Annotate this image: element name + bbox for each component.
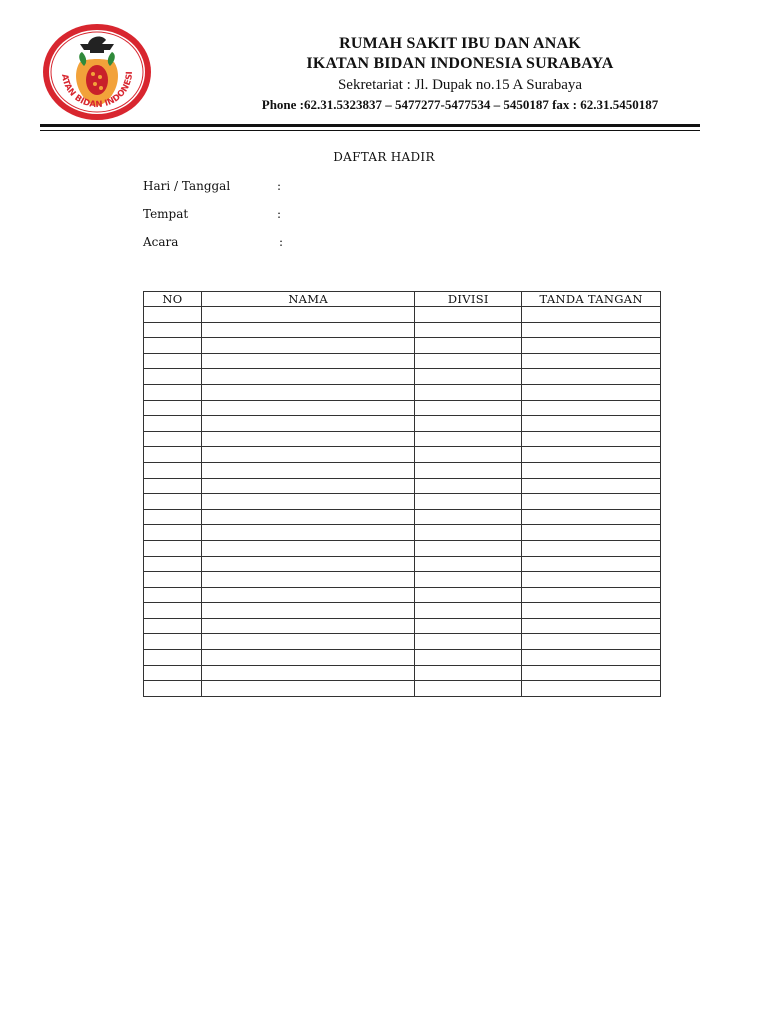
table-row xyxy=(144,572,661,588)
letterhead-divider-thick xyxy=(40,124,700,127)
cell-no[interactable] xyxy=(144,509,202,525)
cell-signature[interactable] xyxy=(522,322,661,338)
cell-no[interactable] xyxy=(144,540,202,556)
cell-no[interactable] xyxy=(144,400,202,416)
field-date-label: Hari / Tanggal xyxy=(143,179,231,193)
cell-division[interactable] xyxy=(415,540,522,556)
column-header-signature: TANDA TANGAN xyxy=(522,292,661,307)
cell-signature[interactable] xyxy=(522,525,661,541)
cell-name[interactable] xyxy=(201,509,415,525)
cell-division[interactable] xyxy=(415,416,522,432)
cell-division[interactable] xyxy=(415,353,522,369)
attendance-table xyxy=(143,291,661,697)
cell-no[interactable] xyxy=(144,665,202,681)
table-row xyxy=(144,416,661,432)
table-row xyxy=(144,478,661,494)
cell-signature[interactable] xyxy=(522,400,661,416)
table-row xyxy=(144,587,661,603)
cell-no[interactable] xyxy=(144,634,202,650)
cell-name[interactable] xyxy=(201,603,415,619)
cell-name[interactable] xyxy=(201,556,415,572)
cell-division[interactable] xyxy=(415,384,522,400)
cell-signature[interactable] xyxy=(522,650,661,666)
cell-name[interactable] xyxy=(201,307,415,323)
cell-division[interactable] xyxy=(415,634,522,650)
cell-signature[interactable] xyxy=(522,540,661,556)
cell-signature[interactable] xyxy=(522,665,661,681)
cell-name[interactable] xyxy=(201,618,415,634)
cell-signature[interactable] xyxy=(522,494,661,510)
table-row xyxy=(144,431,661,447)
field-place-colon: : xyxy=(277,207,282,221)
document-title: DAFTAR HADIR xyxy=(333,150,435,164)
field-event-colon: : xyxy=(279,235,284,249)
cell-name[interactable] xyxy=(201,462,415,478)
table-row xyxy=(144,462,661,478)
table-body xyxy=(144,307,661,697)
cell-name[interactable] xyxy=(201,447,415,463)
table-row xyxy=(144,556,661,572)
cell-no[interactable] xyxy=(144,572,202,588)
cell-name[interactable] xyxy=(201,416,415,432)
cell-signature[interactable] xyxy=(522,369,661,385)
field-event xyxy=(143,235,284,249)
cell-no[interactable] xyxy=(144,478,202,494)
cell-division[interactable] xyxy=(415,369,522,385)
cell-division[interactable] xyxy=(415,338,522,354)
cell-no[interactable] xyxy=(144,369,202,385)
column-header-division: DIVISI xyxy=(415,292,522,307)
cell-no[interactable] xyxy=(144,587,202,603)
cell-no[interactable] xyxy=(144,447,202,463)
cell-division[interactable] xyxy=(415,556,522,572)
cell-no[interactable] xyxy=(144,650,202,666)
hospital-name: RUMAH SAKIT IBU DAN ANAK xyxy=(339,35,581,52)
cell-division[interactable] xyxy=(415,587,522,603)
table-row xyxy=(144,384,661,400)
letterhead xyxy=(190,34,730,114)
cell-no[interactable] xyxy=(144,322,202,338)
cell-signature[interactable] xyxy=(522,509,661,525)
cell-no[interactable] xyxy=(144,384,202,400)
cell-name[interactable] xyxy=(201,369,415,385)
cell-name[interactable] xyxy=(201,353,415,369)
table-row xyxy=(144,650,661,666)
cell-division[interactable] xyxy=(415,572,522,588)
cell-division[interactable] xyxy=(415,525,522,541)
table-row xyxy=(144,322,661,338)
cell-no[interactable] xyxy=(144,556,202,572)
table-row xyxy=(144,353,661,369)
cell-no[interactable] xyxy=(144,353,202,369)
cell-division[interactable] xyxy=(415,447,522,463)
cell-name[interactable] xyxy=(201,587,415,603)
cell-name[interactable] xyxy=(201,572,415,588)
cell-name[interactable] xyxy=(201,384,415,400)
cell-no[interactable] xyxy=(144,338,202,354)
column-header-no: NO xyxy=(144,292,202,307)
cell-no[interactable] xyxy=(144,618,202,634)
cell-no[interactable] xyxy=(144,681,202,697)
cell-signature[interactable] xyxy=(522,478,661,494)
contact-numbers: Phone :62.31.5323837 – 5477277-5477534 – 5450187 fax : 62.31.5450187 xyxy=(261,97,659,112)
table-row xyxy=(144,603,661,619)
cell-signature[interactable] xyxy=(522,416,661,432)
cell-division[interactable] xyxy=(415,462,522,478)
cell-division[interactable] xyxy=(415,307,522,323)
cell-no[interactable] xyxy=(144,431,202,447)
cell-division[interactable] xyxy=(415,400,522,416)
cell-division[interactable] xyxy=(415,494,522,510)
table-row xyxy=(144,400,661,416)
table-row xyxy=(144,307,661,323)
cell-signature[interactable] xyxy=(522,587,661,603)
cell-signature[interactable] xyxy=(522,634,661,650)
cell-signature[interactable] xyxy=(522,556,661,572)
cell-division[interactable] xyxy=(415,509,522,525)
cell-signature[interactable] xyxy=(522,431,661,447)
table-row xyxy=(144,665,661,681)
cell-no[interactable] xyxy=(144,416,202,432)
cell-name[interactable] xyxy=(201,634,415,650)
table-row xyxy=(144,618,661,634)
cell-name[interactable] xyxy=(201,400,415,416)
cell-signature[interactable] xyxy=(522,384,661,400)
cell-signature[interactable] xyxy=(522,462,661,478)
organization-logo xyxy=(40,22,154,122)
cell-division[interactable] xyxy=(415,681,522,697)
cell-name[interactable] xyxy=(201,431,415,447)
table-row xyxy=(144,681,661,697)
cell-division[interactable] xyxy=(415,618,522,634)
organization-name: IKATAN BIDAN INDONESIA SURABAYA xyxy=(306,55,614,72)
table-row xyxy=(144,338,661,354)
cell-division[interactable] xyxy=(415,665,522,681)
cell-signature[interactable] xyxy=(522,572,661,588)
cell-signature[interactable] xyxy=(522,307,661,323)
cell-division[interactable] xyxy=(415,478,522,494)
table-row xyxy=(144,525,661,541)
cell-name[interactable] xyxy=(201,540,415,556)
cell-no[interactable] xyxy=(144,603,202,619)
cell-division[interactable] xyxy=(415,322,522,338)
cell-name[interactable] xyxy=(201,478,415,494)
field-date-colon: : xyxy=(277,179,282,193)
table-row xyxy=(144,369,661,385)
table-row xyxy=(144,634,661,650)
table-row xyxy=(144,540,661,556)
logo-ring-text: ATAN BIDAN INDONESI xyxy=(58,71,136,111)
cell-name[interactable] xyxy=(201,338,415,354)
cell-no[interactable] xyxy=(144,525,202,541)
table-row xyxy=(144,447,661,463)
table-row xyxy=(144,494,661,510)
cell-division[interactable] xyxy=(415,603,522,619)
letterhead-divider-thin xyxy=(40,130,700,131)
cell-signature[interactable] xyxy=(522,447,661,463)
cell-name[interactable] xyxy=(201,681,415,697)
table-header-row xyxy=(144,292,661,307)
cell-division[interactable] xyxy=(415,431,522,447)
cell-signature[interactable] xyxy=(522,681,661,697)
cell-name[interactable] xyxy=(201,650,415,666)
cell-no[interactable] xyxy=(144,462,202,478)
field-place xyxy=(143,207,282,221)
cell-signature[interactable] xyxy=(522,603,661,619)
cell-no[interactable] xyxy=(144,307,202,323)
cell-signature[interactable] xyxy=(522,618,661,634)
table-row xyxy=(144,509,661,525)
cell-name[interactable] xyxy=(201,525,415,541)
column-header-name: NAMA xyxy=(201,292,415,307)
cell-signature[interactable] xyxy=(522,353,661,369)
field-event-label: Acara xyxy=(143,235,179,249)
cell-name[interactable] xyxy=(201,665,415,681)
field-date xyxy=(143,179,282,193)
field-place-label: Tempat xyxy=(143,207,189,221)
cell-no[interactable] xyxy=(144,494,202,510)
cell-division[interactable] xyxy=(415,650,522,666)
secretariat-address: Sekretariat : Jl. Dupak no.15 A Surabaya xyxy=(337,77,583,93)
cell-name[interactable] xyxy=(201,494,415,510)
cell-signature[interactable] xyxy=(522,338,661,354)
cell-name[interactable] xyxy=(201,322,415,338)
